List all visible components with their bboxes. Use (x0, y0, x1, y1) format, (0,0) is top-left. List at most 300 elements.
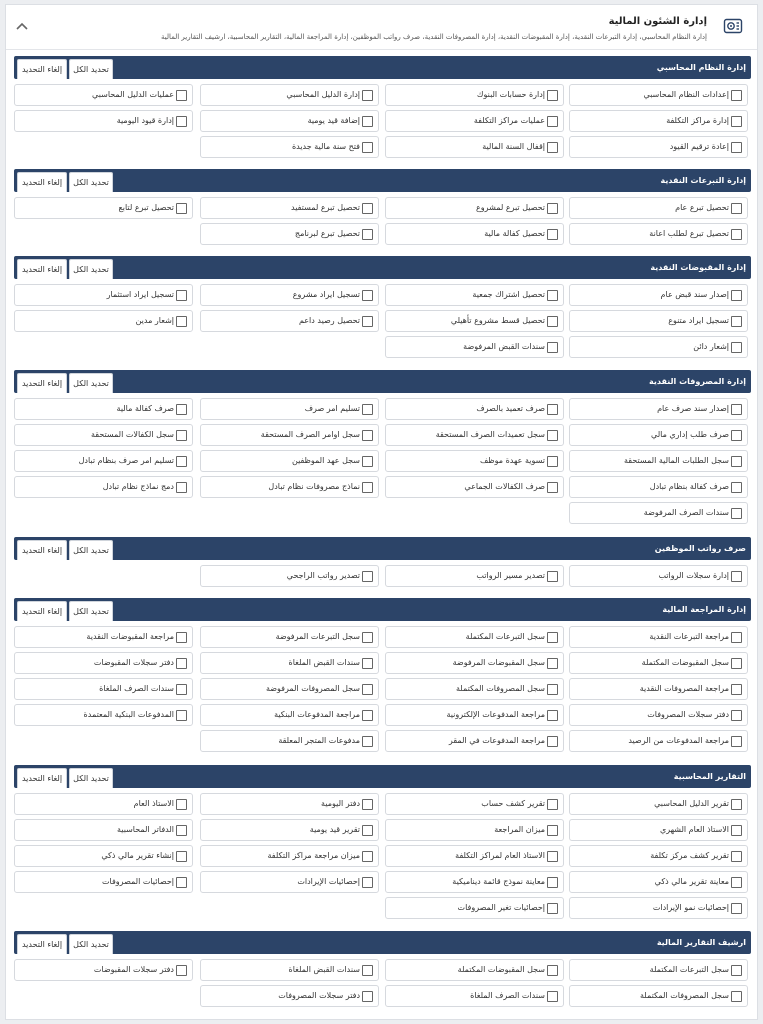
checkbox[interactable] (547, 965, 558, 976)
checkbox[interactable] (176, 203, 187, 214)
checkbox[interactable] (547, 290, 558, 301)
checkbox-label: مراجعة المدفوعات من الرصيد (628, 736, 729, 745)
checkbox[interactable] (731, 877, 742, 888)
checkbox-label: الاستاذ العام الشهري (659, 825, 729, 834)
checkbox[interactable] (731, 965, 742, 976)
checkbox-label: دفتر سجلات المصروفات (647, 710, 729, 719)
checkbox[interactable] (547, 991, 558, 1002)
checkbox-label: إحصائيات المصروفات (102, 877, 174, 886)
checkbox[interactable] (731, 903, 742, 914)
checkbox-label: تسجيل ايراد مشروع (292, 290, 360, 299)
checkbox[interactable] (176, 877, 187, 888)
permission-checkbox-item[interactable] (14, 110, 193, 132)
section-header (14, 537, 751, 560)
checkbox[interactable] (362, 632, 373, 643)
clear-selection-button[interactable]: إلغاء التحديد (17, 59, 67, 79)
checkbox-label: صرف الكفالات الجماعي (464, 482, 545, 491)
permission-checkbox-item[interactable] (14, 398, 193, 420)
checkbox-label: إصدار سند صرف عام (657, 404, 729, 413)
permission-checkbox-item[interactable] (569, 110, 748, 132)
checkbox-label: تسليم امر صرف بنظام تبادل (78, 456, 174, 465)
checkbox[interactable] (547, 903, 558, 914)
checkbox-label: سجل المصروفات المرفوضة (265, 684, 360, 693)
checkbox-label: سجل المصروفات المكتملة (640, 991, 729, 1000)
checkbox-label: إحصائيات تغير المصروفات (457, 903, 545, 912)
permission-checkbox-item[interactable] (385, 336, 564, 358)
checkbox[interactable] (731, 571, 742, 582)
checkbox-label: تسجيل ايراد متنوع (668, 316, 729, 325)
permission-checkbox-item[interactable] (569, 450, 748, 472)
checkbox-label: تصدير مسير الرواتب (476, 571, 545, 580)
clear-selection-button[interactable]: إلغاء التحديد (17, 259, 67, 279)
section-title: إدارة المراجعة المالية (662, 605, 746, 614)
clear-selection-button[interactable]: إلغاء التحديد (17, 373, 67, 393)
permission-checkbox-item[interactable] (385, 678, 564, 700)
permission-checkbox-item[interactable] (385, 84, 564, 106)
checkbox[interactable] (176, 90, 187, 101)
checkbox-label: عمليات الدليل المحاسبي (92, 90, 174, 99)
checkbox[interactable] (176, 825, 187, 836)
checkbox[interactable] (176, 632, 187, 643)
checkbox-label: مراجعة التبرعات النقدية (649, 632, 729, 641)
checkbox[interactable] (362, 710, 373, 721)
permission-checkbox-item[interactable] (569, 223, 748, 245)
permission-checkbox-item[interactable] (385, 110, 564, 132)
permission-checkbox-item[interactable] (569, 310, 748, 332)
checkbox[interactable] (547, 430, 558, 441)
checkbox-label: إضافة قيد يومية (307, 116, 360, 125)
checkbox[interactable] (176, 290, 187, 301)
checkbox[interactable] (362, 736, 373, 747)
permission-checkbox-item[interactable] (385, 819, 564, 841)
permission-checkbox-item[interactable] (385, 845, 564, 867)
checkbox-label: سجل المقبوضات المكتملة (457, 965, 545, 974)
checkbox-label: إعدادات النظام المحاسبي (643, 90, 729, 99)
permission-checkbox-item[interactable] (569, 845, 748, 867)
checkbox-label: فتح سنة مالية جديدة (291, 142, 360, 151)
checkbox[interactable] (362, 851, 373, 862)
section-header (14, 370, 751, 393)
permission-checkbox-item[interactable] (200, 793, 379, 815)
checkbox[interactable] (362, 991, 373, 1002)
checkbox-label: إنشاء تقرير مالي ذكي (101, 851, 174, 860)
section-5 (14, 537, 751, 587)
checkbox[interactable] (731, 632, 742, 643)
permission-checkbox-item[interactable] (200, 652, 379, 674)
permission-checkbox-item[interactable] (385, 284, 564, 306)
permission-checkbox-item[interactable] (200, 136, 379, 158)
clear-selection-button[interactable]: إلغاء التحديد (17, 601, 67, 621)
permission-checkbox-item[interactable] (385, 730, 564, 752)
permission-checkbox-item[interactable] (200, 871, 379, 893)
checkbox[interactable] (176, 404, 187, 415)
checkbox-label: إدارة قيود اليومية (116, 116, 174, 125)
page-title: إدارة الشئون المالية (608, 16, 707, 27)
checkbox[interactable] (731, 116, 742, 127)
permission-checkbox-item[interactable] (385, 565, 564, 587)
permission-checkbox-item[interactable] (200, 845, 379, 867)
select-all-button[interactable]: تحديد الكل (69, 59, 113, 79)
checkbox-label: سجل التبرعات المكتملة (465, 632, 545, 641)
section-3 (14, 256, 751, 358)
checkbox[interactable] (731, 799, 742, 810)
checkbox-label: ميزان مراجعة مراكز التكلفة (267, 851, 360, 860)
permission-checkbox-item[interactable] (569, 793, 748, 815)
section-title: التقارير المحاسبية (673, 772, 746, 781)
checkbox[interactable] (731, 508, 742, 519)
checkbox-label: مدفوعات المتجر المعلقة (278, 736, 360, 745)
checkbox[interactable] (731, 316, 742, 327)
checkbox[interactable] (547, 116, 558, 127)
checkbox[interactable] (731, 203, 742, 214)
section-title: صرف رواتب الموظفين (654, 544, 746, 553)
checkbox[interactable] (176, 799, 187, 810)
checkbox[interactable] (731, 658, 742, 669)
permission-checkbox-item[interactable] (385, 985, 564, 1007)
checkbox[interactable] (731, 482, 742, 493)
checkbox[interactable] (547, 482, 558, 493)
checkbox-label: صرف تعميد بالصرف (476, 404, 545, 413)
permission-checkbox-item[interactable] (14, 197, 193, 219)
checkbox[interactable] (176, 430, 187, 441)
permission-checkbox-item[interactable] (14, 704, 193, 726)
checkbox[interactable] (362, 229, 373, 240)
checkbox[interactable] (362, 482, 373, 493)
permission-checkbox-item[interactable] (14, 284, 193, 306)
checkbox[interactable] (731, 456, 742, 467)
section-7 (14, 765, 751, 919)
checkbox-label: تحصيل تبرع لتابع (118, 203, 174, 212)
select-all-button[interactable]: تحديد الكل (69, 934, 113, 954)
checkbox-label: إدارة سجلات الرواتب (658, 571, 729, 580)
permission-checkbox-item[interactable] (14, 626, 193, 648)
permission-checkbox-item[interactable] (569, 704, 748, 726)
clear-selection-button[interactable]: إلغاء التحديد (17, 172, 67, 192)
checkbox[interactable] (547, 658, 558, 669)
checkbox[interactable] (547, 316, 558, 327)
checkbox-label: نماذج مصروفات نظام تبادل (268, 482, 360, 491)
finance-settings-icon (723, 16, 743, 36)
checkbox-label: الاستاذ العام لمراكز التكلفة (455, 851, 545, 860)
checkbox-label: تحصيل تبرع لبرنامج (294, 229, 360, 238)
checkbox[interactable] (362, 142, 373, 153)
checkbox-label: إدارة حسابات البنوك (476, 90, 545, 99)
checkbox-label: إحصائيات نمو الإيرادات (652, 903, 729, 912)
permission-checkbox-item[interactable] (200, 626, 379, 648)
checkbox-label: إصدار سند قبض عام (660, 290, 729, 299)
checkbox-label: ميزان المراجعة (494, 825, 545, 834)
permission-checkbox-item[interactable] (385, 398, 564, 420)
checkbox[interactable] (176, 710, 187, 721)
checkbox-label: سندات الصرف الملغاة (470, 991, 545, 1000)
permission-checkbox-item[interactable] (385, 310, 564, 332)
checkbox[interactable] (547, 90, 558, 101)
permission-checkbox-item[interactable] (14, 793, 193, 815)
clear-selection-button[interactable]: إلغاء التحديد (17, 540, 67, 560)
permission-checkbox-item[interactable] (569, 897, 748, 919)
checkbox-label: إشعار دائن (693, 342, 729, 351)
checkbox[interactable] (547, 710, 558, 721)
permission-checkbox-item[interactable] (14, 310, 193, 332)
checkbox[interactable] (547, 684, 558, 695)
permission-checkbox-item[interactable] (14, 819, 193, 841)
checkbox-label: دفتر سجلات المصروفات (278, 991, 360, 1000)
checkbox-label: إدارة الدليل المحاسبي (286, 90, 360, 99)
checkbox-label: مراجعة المقبوضات النقدية (86, 632, 174, 641)
checkbox[interactable] (362, 658, 373, 669)
permission-checkbox-item[interactable] (569, 626, 748, 648)
permission-checkbox-item[interactable] (385, 626, 564, 648)
panel-header (6, 5, 757, 50)
permission-checkbox-item[interactable] (200, 84, 379, 106)
permission-checkbox-item[interactable] (569, 730, 748, 752)
checkbox-label: سجل تعميدات الصرف المستحقة (435, 430, 545, 439)
checkbox-label: سندات الصرف المرفوضة (643, 508, 729, 517)
permission-checkbox-item[interactable] (200, 398, 379, 420)
permission-checkbox-item[interactable] (569, 136, 748, 158)
permission-checkbox-item[interactable] (385, 959, 564, 981)
permission-checkbox-item[interactable] (200, 310, 379, 332)
checkbox[interactable] (176, 965, 187, 976)
permission-checkbox-item[interactable] (569, 871, 748, 893)
permission-checkbox-item[interactable] (569, 959, 748, 981)
checkbox-label: عمليات مراكز التكلفة (473, 116, 545, 125)
checkbox-label: صرف طلب إداري مالي (651, 430, 729, 439)
checkbox[interactable] (547, 736, 558, 747)
permission-checkbox-item[interactable] (14, 871, 193, 893)
checkbox-label: تحصيل رصيد داعم (298, 316, 360, 325)
section-6 (14, 598, 751, 752)
permission-checkbox-item[interactable] (385, 223, 564, 245)
permission-checkbox-item[interactable] (200, 985, 379, 1007)
checkbox-label: تقرير كشف حساب (481, 799, 545, 808)
permission-checkbox-item[interactable] (385, 424, 564, 446)
select-all-button[interactable]: تحديد الكل (69, 259, 113, 279)
checkbox[interactable] (547, 851, 558, 862)
checkbox-label: معاينة نموذج قائمة ديناميكية (452, 877, 545, 886)
checkbox-label: تقرير قيد يومية (309, 825, 360, 834)
permission-checkbox-item[interactable] (14, 652, 193, 674)
checkbox-label: دفتر اليومية (321, 799, 360, 808)
checkbox[interactable] (731, 90, 742, 101)
checkbox[interactable] (547, 825, 558, 836)
checkbox[interactable] (362, 825, 373, 836)
permission-checkbox-item[interactable] (385, 136, 564, 158)
checkbox[interactable] (547, 142, 558, 153)
permission-checkbox-item[interactable] (14, 845, 193, 867)
permission-checkbox-item[interactable] (569, 336, 748, 358)
checkbox[interactable] (731, 342, 742, 353)
section-header (14, 931, 751, 954)
checkbox-label: سجل المصروفات المكتملة (456, 684, 545, 693)
permission-checkbox-item[interactable] (385, 897, 564, 919)
permission-checkbox-item[interactable] (200, 284, 379, 306)
checkbox[interactable] (362, 316, 373, 327)
checkbox-label: دفتر سجلات المقبوضات (93, 965, 174, 974)
section-header (14, 56, 751, 79)
checkbox[interactable] (176, 482, 187, 493)
permission-checkbox-item[interactable] (385, 652, 564, 674)
checkbox-label: تقرير كشف مركز تكلفة (650, 851, 729, 860)
checkbox[interactable] (176, 316, 187, 327)
permission-checkbox-item[interactable] (14, 959, 193, 981)
checkbox[interactable] (731, 229, 742, 240)
checkbox-label: مراجعة المدفوعات في المقر (448, 736, 545, 745)
checkbox-label: سجل التبرعات المكتملة (649, 965, 729, 974)
checkbox-label: الدفاتر المحاسبية (116, 825, 174, 834)
checkbox-label: إدارة مراكز التكلفة (666, 116, 729, 125)
checkbox-label: تصدير رواتب الراجحي (286, 571, 360, 580)
section-4 (14, 370, 751, 524)
permission-checkbox-item[interactable] (569, 652, 748, 674)
checkbox[interactable] (547, 877, 558, 888)
checkbox[interactable] (362, 456, 373, 467)
checkbox-label: تحصيل تبرع لمشروع (476, 203, 545, 212)
checkbox[interactable] (176, 684, 187, 695)
permission-checkbox-item[interactable] (200, 197, 379, 219)
permission-checkbox-item[interactable] (200, 476, 379, 498)
clear-selection-button[interactable]: إلغاء التحديد (17, 768, 67, 788)
permission-checkbox-item[interactable] (385, 476, 564, 498)
permission-checkbox-item[interactable] (385, 450, 564, 472)
select-all-button[interactable]: تحديد الكل (69, 601, 113, 621)
permission-checkbox-item[interactable] (569, 84, 748, 106)
checkbox[interactable] (362, 404, 373, 415)
permission-checkbox-item[interactable] (14, 678, 193, 700)
checkbox-label: مراجعة المدفوعات البنكية (274, 710, 360, 719)
permission-checkbox-item[interactable] (569, 502, 748, 524)
permission-checkbox-item[interactable] (569, 476, 748, 498)
checkbox[interactable] (547, 799, 558, 810)
select-all-button[interactable]: تحديد الكل (69, 540, 113, 560)
checkbox-label: تحصيل تبرع لمستفيد (291, 203, 360, 212)
permission-checkbox-item[interactable] (385, 197, 564, 219)
section-header (14, 256, 751, 279)
section-2 (14, 169, 751, 245)
checkbox[interactable] (731, 430, 742, 441)
checkbox-label: سجل الطلبات المالية المستحقة (623, 456, 729, 465)
permission-checkbox-item[interactable] (14, 84, 193, 106)
checkbox[interactable] (731, 851, 742, 862)
checkbox-label: صرف كفالة مالية (116, 404, 174, 413)
permission-checkbox-item[interactable] (200, 959, 379, 981)
checkbox[interactable] (362, 90, 373, 101)
checkbox-label: سجل المقبوضات المكتملة (641, 658, 729, 667)
permission-checkbox-item[interactable] (569, 678, 748, 700)
permission-checkbox-item[interactable] (569, 398, 748, 420)
permission-checkbox-item[interactable] (200, 819, 379, 841)
checkbox[interactable] (547, 632, 558, 643)
permission-checkbox-item[interactable] (569, 284, 748, 306)
checkbox[interactable] (547, 203, 558, 214)
checkbox[interactable] (362, 571, 373, 582)
select-all-button[interactable]: تحديد الكل (69, 172, 113, 192)
chevron-up-icon[interactable] (14, 19, 30, 33)
checkbox[interactable] (547, 404, 558, 415)
checkbox[interactable] (731, 710, 742, 721)
checkbox[interactable] (362, 430, 373, 441)
checkbox-label: سجل التبرعات المرفوضة (275, 632, 360, 641)
page-subtitle: إدارة النظام المحاسبي، إدارة التبرعات النقدية، إدارة المقبوضات النقدية، إدارة المصروفات النقدية، صرف رواتب الموظفين، إدارة المراجعة المالية، التقارير المحاسبية، ارشيف التقارير المالية (160, 33, 707, 41)
permission-checkbox-item[interactable] (569, 424, 748, 446)
permission-checkbox-item[interactable] (569, 985, 748, 1007)
checkbox-label: دفتر سجلات المقبوضات (93, 658, 174, 667)
section-1 (14, 56, 751, 158)
permission-checkbox-item[interactable] (385, 793, 564, 815)
select-all-button[interactable]: تحديد الكل (69, 768, 113, 788)
checkbox[interactable] (731, 736, 742, 747)
permission-checkbox-item[interactable] (14, 476, 193, 498)
permission-checkbox-item[interactable] (569, 197, 748, 219)
checkbox-label: إشعار مدين (135, 316, 174, 325)
checkbox-label: إقفال السنة المالية (482, 142, 545, 151)
checkbox[interactable] (176, 456, 187, 467)
checkbox[interactable] (731, 825, 742, 836)
checkbox-label: تحصيل تبرع لطلب اعانة (649, 229, 729, 238)
checkbox-label: تحصيل تبرع عام (675, 203, 729, 212)
checkbox[interactable] (547, 229, 558, 240)
select-all-button[interactable]: تحديد الكل (69, 373, 113, 393)
checkbox[interactable] (547, 571, 558, 582)
checkbox-label: تسوية عهدة موظف (479, 456, 545, 465)
section-title: إدارة التبرعات النقدية (660, 176, 746, 185)
checkbox[interactable] (362, 965, 373, 976)
permission-checkbox-item[interactable] (200, 704, 379, 726)
checkbox-label: دمج نماذج نظام تبادل (102, 482, 174, 491)
permission-checkbox-item[interactable] (200, 110, 379, 132)
permission-checkbox-item[interactable] (569, 819, 748, 841)
permission-checkbox-item[interactable] (569, 565, 748, 587)
permission-checkbox-item[interactable] (200, 450, 379, 472)
checkbox-label: سندات الصرف الملغاة (99, 684, 174, 693)
permission-checkbox-item[interactable] (200, 565, 379, 587)
checkbox-label: سندات القبض الملغاة (288, 965, 360, 974)
section-title: إدارة المصروفات النقدية (649, 377, 746, 386)
checkbox[interactable] (176, 851, 187, 862)
checkbox[interactable] (362, 116, 373, 127)
checkbox[interactable] (731, 404, 742, 415)
section-header (14, 169, 751, 192)
clear-selection-button[interactable]: إلغاء التحديد (17, 934, 67, 954)
checkbox-label: تحصيل قسط مشروع تأهيلي (450, 316, 545, 325)
checkbox[interactable] (362, 684, 373, 695)
permission-checkbox-item[interactable] (14, 450, 193, 472)
finance-permissions-panel (5, 4, 758, 1020)
permission-checkbox-item[interactable] (385, 871, 564, 893)
checkbox[interactable] (176, 116, 187, 127)
checkbox[interactable] (547, 342, 558, 353)
checkbox[interactable] (362, 290, 373, 301)
checkbox[interactable] (176, 658, 187, 669)
section-title: إدارة المقبوضات النقدية (650, 263, 746, 272)
permission-checkbox-item[interactable] (14, 424, 193, 446)
checkbox[interactable] (362, 203, 373, 214)
checkbox[interactable] (362, 877, 373, 888)
checkbox[interactable] (731, 684, 742, 695)
permission-checkbox-item[interactable] (200, 223, 379, 245)
checkbox[interactable] (731, 290, 742, 301)
checkbox-label: تحصيل اشتراك جمعية (472, 290, 545, 299)
permission-checkbox-item[interactable] (200, 678, 379, 700)
checkbox[interactable] (731, 991, 742, 1002)
checkbox[interactable] (362, 799, 373, 810)
permission-checkbox-item[interactable] (385, 704, 564, 726)
permission-checkbox-item[interactable] (200, 730, 379, 752)
checkbox-label: معاينة تقرير مالي ذكي (654, 877, 729, 886)
checkbox[interactable] (731, 142, 742, 153)
permission-checkbox-item[interactable] (200, 424, 379, 446)
checkbox[interactable] (547, 456, 558, 467)
